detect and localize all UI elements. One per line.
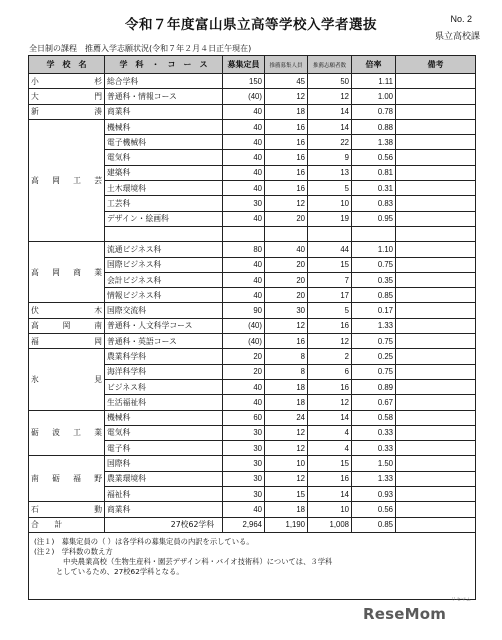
quota-cell: 24	[265, 410, 308, 425]
quota-cell: 16	[265, 181, 308, 196]
applicants-cell	[308, 226, 352, 241]
capacity-cell: 40	[223, 150, 265, 165]
capacity-cell	[223, 226, 265, 241]
remarks-cell	[396, 226, 476, 241]
course-cell: 農業環境科	[105, 471, 223, 486]
total-label: 合 計	[29, 517, 105, 532]
applicants-cell: 5	[308, 303, 352, 318]
quota-cell: 16	[265, 165, 308, 180]
applicants-cell: 14	[308, 487, 352, 502]
course-cell	[105, 226, 223, 241]
document-subtitle: 全日制の課程 推薦入学志願状況(令和７年２月４日正午現在)	[29, 44, 252, 53]
applicants-cell: 50	[308, 74, 352, 89]
course-cell: 電気科	[105, 425, 223, 440]
applicants-cell: 5	[308, 181, 352, 196]
ratio-cell: 0.75	[352, 364, 396, 379]
quota-cell: 18	[265, 104, 308, 119]
table-row	[29, 318, 476, 333]
ratio-cell: 0.31	[352, 181, 396, 196]
ratio-cell: 0.25	[352, 349, 396, 364]
applicants-cell: 14	[308, 119, 352, 134]
capacity-cell: 30	[223, 425, 265, 440]
remarks-cell	[396, 395, 476, 410]
course-cell: 電子科	[105, 441, 223, 456]
total-ratio: 0.85	[352, 517, 396, 532]
capacity-cell: 30	[223, 487, 265, 502]
remarks-cell	[396, 104, 476, 119]
capacity-cell: 20	[223, 349, 265, 364]
remarks-cell	[396, 181, 476, 196]
ratio-cell: 0.17	[352, 303, 396, 318]
capacity-cell: 40	[223, 181, 265, 196]
applicants-cell: 44	[308, 242, 352, 257]
ratio-cell: 0.58	[352, 410, 396, 425]
remarks-cell	[396, 487, 476, 502]
capacity-cell: 40	[223, 395, 265, 410]
remarks-cell	[396, 119, 476, 134]
course-cell: 電子機械科	[105, 135, 223, 150]
applicants-cell: 16	[308, 471, 352, 486]
quota-cell: 20	[265, 288, 308, 303]
school-name-cell: 福岡	[29, 334, 105, 349]
course-cell: 会計ビジネス科	[105, 272, 223, 287]
table-row	[29, 104, 476, 119]
course-cell: 普通科・人文科学コース	[105, 318, 223, 333]
capacity-cell: 30	[223, 441, 265, 456]
table-row	[29, 242, 476, 257]
course-cell: 電気科	[105, 150, 223, 165]
capacity-cell: (40)	[223, 318, 265, 333]
quota-cell: 12	[265, 196, 308, 211]
remarks-cell	[396, 196, 476, 211]
remarks-cell	[396, 211, 476, 226]
quota-cell: 12	[265, 89, 308, 104]
ratio-cell	[352, 226, 396, 241]
remarks-cell	[396, 425, 476, 440]
quota-cell: 20	[265, 211, 308, 226]
course-cell: 国際科	[105, 456, 223, 471]
applicants-cell: 10	[308, 196, 352, 211]
course-cell: 商業科	[105, 502, 223, 517]
school-name-cell: 高岡南	[29, 318, 105, 333]
remarks-cell	[396, 318, 476, 333]
applicants-cell: 16	[308, 318, 352, 333]
table-row	[29, 349, 476, 364]
remarks-cell	[396, 502, 476, 517]
note-line: 中央農業高校（生物生産科・園芸デザイン科・バイオ技術科）については、３学科	[34, 557, 333, 566]
quota-cell: 12	[265, 425, 308, 440]
note-line: (注２) 学科数の数え方	[34, 547, 113, 556]
ratio-cell: 0.93	[352, 487, 396, 502]
table-row	[29, 303, 476, 318]
remarks-cell	[396, 303, 476, 318]
ratio-cell: 1.00	[352, 89, 396, 104]
capacity-cell: 40	[223, 272, 265, 287]
course-cell: 機械科	[105, 410, 223, 425]
ratio-cell: 0.33	[352, 425, 396, 440]
school-name-cell: 伏木	[29, 303, 105, 318]
school-name-cell: 砺波工業	[29, 410, 105, 456]
school-name-cell: 小杉	[29, 74, 105, 89]
school-name-cell: 新湊	[29, 104, 105, 119]
ratio-cell: 0.35	[352, 272, 396, 287]
quota-cell: 12	[265, 318, 308, 333]
applicants-cell: 13	[308, 165, 352, 180]
table-row	[29, 89, 476, 104]
applications-table	[28, 55, 476, 533]
course-cell: 国際ビジネス科	[105, 257, 223, 272]
quota-cell: 40	[265, 242, 308, 257]
remarks-cell	[396, 165, 476, 180]
total-applicants: 1,008	[308, 517, 352, 532]
header-applicants: 推薦志願者数	[308, 56, 352, 74]
ratio-cell: 1.33	[352, 471, 396, 486]
table-row	[29, 119, 476, 134]
department-label: 県立高校課	[434, 32, 480, 42]
remarks-cell	[396, 242, 476, 257]
capacity-cell: (40)	[223, 89, 265, 104]
table-row	[29, 74, 476, 89]
quota-cell: 18	[265, 379, 308, 394]
course-cell: 商業科	[105, 104, 223, 119]
ratio-cell: 0.81	[352, 165, 396, 180]
capacity-cell: 40	[223, 288, 265, 303]
quota-cell: 20	[265, 257, 308, 272]
capacity-cell: 40	[223, 119, 265, 134]
course-cell: 工芸科	[105, 196, 223, 211]
course-cell: 海洋科学科	[105, 364, 223, 379]
header-recommended-quota: 推薦募集人員	[265, 56, 308, 74]
table-row	[29, 502, 476, 517]
school-name-cell: 高岡商業	[29, 242, 105, 303]
note-line: (注１) 募集定員の（ ）は各学科の募集定員の内訳を示している。	[34, 537, 254, 546]
table-row	[29, 456, 476, 471]
remarks-cell	[396, 74, 476, 89]
ratio-cell: 0.83	[352, 196, 396, 211]
applicants-cell: 14	[308, 104, 352, 119]
quota-cell: 10	[265, 456, 308, 471]
quota-cell: 12	[265, 471, 308, 486]
table-row	[29, 410, 476, 425]
total-row	[29, 517, 476, 532]
remarks-cell	[396, 441, 476, 456]
capacity-cell: 30	[223, 456, 265, 471]
ratio-cell: 0.78	[352, 104, 396, 119]
header-school: 学 校 名	[29, 56, 105, 74]
capacity-cell: 40	[223, 165, 265, 180]
quota-cell: 8	[265, 364, 308, 379]
ratio-cell: 1.11	[352, 74, 396, 89]
applicants-cell: 4	[308, 441, 352, 456]
applicants-cell: 14	[308, 410, 352, 425]
school-name-cell: 大門	[29, 89, 105, 104]
ratio-cell: 0.89	[352, 379, 396, 394]
applicants-cell: 12	[308, 89, 352, 104]
total-remarks	[396, 517, 476, 532]
school-name-cell: 石動	[29, 502, 105, 517]
table-row	[29, 334, 476, 349]
total-quota: 1,190	[265, 517, 308, 532]
quota-cell: 16	[265, 135, 308, 150]
course-cell: 総合学科	[105, 74, 223, 89]
document-number: No. 2	[450, 14, 472, 24]
capacity-cell: 40	[223, 104, 265, 119]
applicants-cell: 9	[308, 150, 352, 165]
remarks-cell	[396, 379, 476, 394]
applicants-cell: 12	[308, 395, 352, 410]
school-name-cell: 南砺福野	[29, 456, 105, 502]
course-cell: ビジネス科	[105, 379, 223, 394]
remarks-cell	[396, 135, 476, 150]
applicants-cell: 22	[308, 135, 352, 150]
ratio-cell: 0.75	[352, 334, 396, 349]
ratio-cell: 0.75	[352, 257, 396, 272]
quota-cell: 45	[265, 74, 308, 89]
remarks-cell	[396, 456, 476, 471]
course-cell: 普通科・英語コース	[105, 334, 223, 349]
ratio-cell: 1.10	[352, 242, 396, 257]
applicants-cell: 4	[308, 425, 352, 440]
course-cell: 福祉科	[105, 487, 223, 502]
ratio-cell: 1.38	[352, 135, 396, 150]
remarks-cell	[396, 334, 476, 349]
remarks-cell	[396, 272, 476, 287]
applicants-cell: 12	[308, 334, 352, 349]
capacity-cell: 60	[223, 410, 265, 425]
capacity-cell: 40	[223, 257, 265, 272]
remarks-cell	[396, 288, 476, 303]
header-capacity: 募集定員	[223, 56, 265, 74]
capacity-cell: 80	[223, 242, 265, 257]
quota-cell: 18	[265, 502, 308, 517]
applicants-cell: 17	[308, 288, 352, 303]
course-cell: 国際交流科	[105, 303, 223, 318]
ratio-cell: 0.56	[352, 150, 396, 165]
quota-cell: 16	[265, 150, 308, 165]
applicants-cell: 10	[308, 502, 352, 517]
quota-cell: 16	[265, 334, 308, 349]
course-cell: 建築科	[105, 165, 223, 180]
quota-cell: 16	[265, 119, 308, 134]
quota-cell	[265, 226, 308, 241]
ratio-cell: 0.95	[352, 211, 396, 226]
document-title: 令和７年度富山県立高等学校入学者選抜	[125, 17, 377, 33]
header-ratio: 倍率	[352, 56, 396, 74]
course-cell: 情報ビジネス科	[105, 288, 223, 303]
remarks-cell	[396, 150, 476, 165]
ratio-cell: 0.67	[352, 395, 396, 410]
quota-cell: 30	[265, 303, 308, 318]
quota-cell: 18	[265, 395, 308, 410]
applicants-cell: 16	[308, 379, 352, 394]
school-name-cell: 高岡工芸	[29, 119, 105, 241]
capacity-cell: 30	[223, 196, 265, 211]
capacity-cell: 40	[223, 502, 265, 517]
applicants-cell: 7	[308, 272, 352, 287]
notes-box	[28, 532, 476, 600]
quota-cell: 8	[265, 349, 308, 364]
logo-subtext: リセマム	[451, 597, 471, 603]
capacity-cell: 40	[223, 379, 265, 394]
ratio-cell: 1.33	[352, 318, 396, 333]
applicants-cell: 19	[308, 211, 352, 226]
capacity-cell: 40	[223, 135, 265, 150]
applicants-cell: 6	[308, 364, 352, 379]
remarks-cell	[396, 89, 476, 104]
quota-cell: 20	[265, 272, 308, 287]
table-body	[29, 74, 476, 533]
course-cell: 流通ビジネス科	[105, 242, 223, 257]
capacity-cell: 90	[223, 303, 265, 318]
applicants-cell: 2	[308, 349, 352, 364]
course-cell: 普通科・情報コース	[105, 89, 223, 104]
ratio-cell: 1.50	[352, 456, 396, 471]
applicants-cell: 15	[308, 456, 352, 471]
remarks-cell	[396, 410, 476, 425]
course-cell: 機械科	[105, 119, 223, 134]
course-cell: 農業科学科	[105, 349, 223, 364]
total-course-count: 27校62学科	[105, 517, 223, 532]
school-name-cell: 氷見	[29, 349, 105, 410]
table-header-row	[29, 56, 476, 74]
course-cell: 生活福祉科	[105, 395, 223, 410]
ratio-cell: 0.88	[352, 119, 396, 134]
applicants-cell: 15	[308, 257, 352, 272]
remarks-cell	[396, 349, 476, 364]
remarks-cell	[396, 364, 476, 379]
quota-cell: 15	[265, 487, 308, 502]
total-capacity: 2,964	[223, 517, 265, 532]
capacity-cell: (40)	[223, 334, 265, 349]
ratio-cell: 0.33	[352, 441, 396, 456]
remarks-cell	[396, 257, 476, 272]
capacity-cell: 20	[223, 364, 265, 379]
capacity-cell: 40	[223, 211, 265, 226]
header-remarks: 備考	[396, 56, 476, 74]
note-line: としているため、27校62学科となる。	[34, 567, 184, 576]
quota-cell: 12	[265, 441, 308, 456]
header-course: 学 科 ・ コ ー ス	[105, 56, 223, 74]
remarks-cell	[396, 471, 476, 486]
capacity-cell: 150	[223, 74, 265, 89]
ratio-cell: 0.56	[352, 502, 396, 517]
course-cell: 土木環境科	[105, 181, 223, 196]
ratio-cell: 0.85	[352, 288, 396, 303]
capacity-cell: 30	[223, 471, 265, 486]
resemom-logo: ReseMom	[363, 605, 447, 623]
course-cell: デザイン・絵画科	[105, 211, 223, 226]
